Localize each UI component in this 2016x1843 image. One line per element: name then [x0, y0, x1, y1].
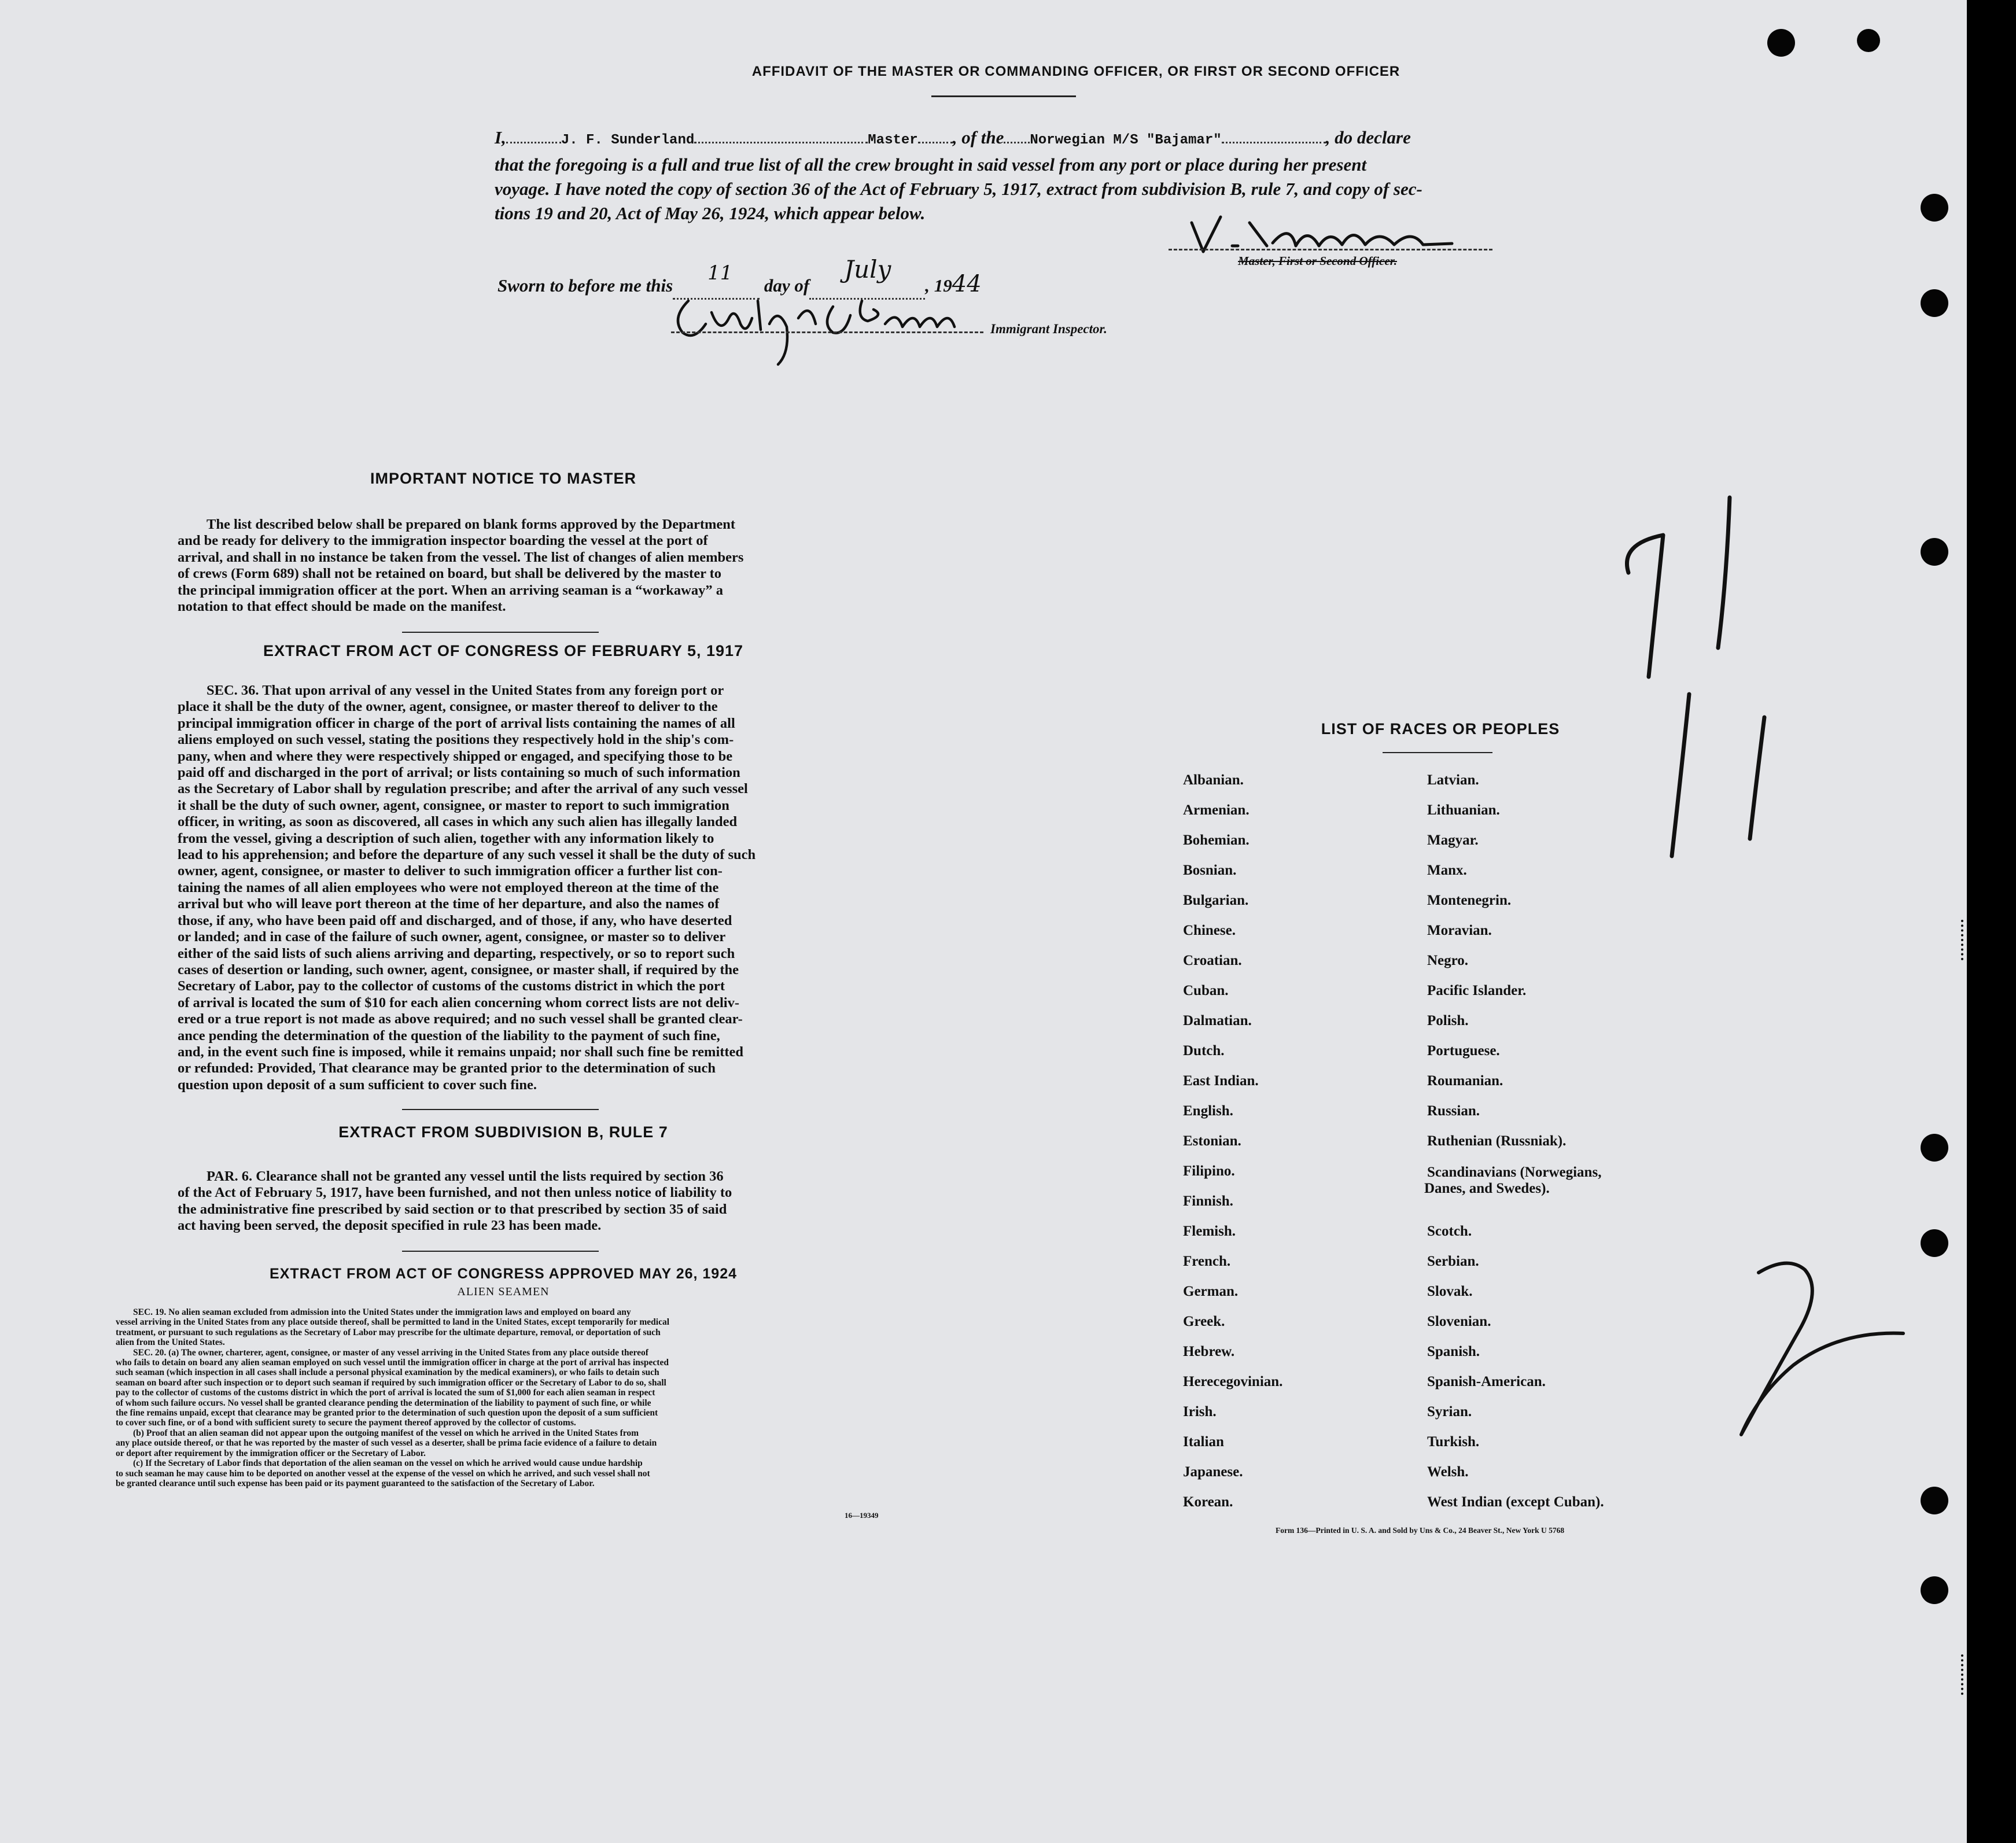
race-item: Bohemian.	[1183, 832, 1250, 848]
act1924-subtitle: ALIEN SEAMEN	[457, 1285, 550, 1298]
race-item: Italian	[1183, 1434, 1224, 1450]
act1917-line: question upon deposit of a sum sufficient to cover such fine.	[178, 1077, 537, 1093]
act1917-line: ance pending the determination of the question of the liability to the payment of such fine,	[178, 1027, 720, 1044]
race-item: Filipino.	[1183, 1163, 1235, 1179]
act1924-text	[116, 1307, 914, 1488]
race-item: French.	[1183, 1254, 1231, 1269]
act1917-line: place it shall be the duty of the owner, agent, consignee, or master thereof to deliver to the	[178, 699, 718, 715]
sworn-label: Sworn to before me this	[497, 275, 673, 296]
declaration-first-line: I, J. F. Sunderland Master , of the Norwegian M/S "Bajamar" , do declare	[495, 127, 1411, 148]
race-item: Dalmatian.	[1183, 1013, 1252, 1029]
race-item: Greek.	[1183, 1314, 1225, 1329]
declaration-line-2: that the foregoing is a full and true list of all the crew brought in said vessel from any port or place during her present	[495, 154, 1367, 175]
act1917-line: principal immigration officer in charge of the port of arrival lists containing the names of all	[178, 715, 735, 731]
section-divider	[402, 1109, 599, 1110]
form-code: 16—19349	[845, 1511, 879, 1520]
race-item: Armenian.	[1183, 802, 1250, 818]
inspector-signature-line	[671, 331, 983, 333]
notice-line: the principal immigration officer at the port. When an arriving seaman is a “workaway” a	[178, 582, 723, 598]
act1924-line: seaman on board after such inspection or to deport such seaman if required by such immigration officer or the Secretary of Labor to do so, shall	[116, 1377, 666, 1388]
margin-speck	[1961, 1654, 1966, 1695]
act1917-line: it shall be the duty of such owner, agent, consignee, or master to report to such immigration	[178, 797, 729, 813]
sworn-month: July	[844, 255, 891, 283]
act1924-line: of whom such failure occurs. No vessel shall be granted clearance pending the determination of the liability to payment of such fine, or while	[116, 1398, 651, 1408]
act1917-line: owner, agent, consignee, or master to deliver to such immigration officer a further list con-	[178, 863, 723, 879]
race-item: Slovak.	[1427, 1284, 1473, 1299]
act1917-line: ered or a true report is not made as above required; and no such vessel shall be granted clear-	[178, 1011, 743, 1027]
notice-title: IMPORTANT NOTICE TO MASTER	[370, 470, 636, 487]
race-item: Estonian.	[1183, 1133, 1241, 1149]
race-item: Dutch.	[1183, 1043, 1225, 1059]
act1917-line: lead to his apprehension; and before the departure of any such vessel it shall be the duty of such	[178, 847, 756, 863]
section-divider	[402, 1251, 599, 1252]
act1917-line: or landed; and in case of the failure of such owner, agent, consignee, or master so to deliver	[178, 929, 726, 945]
race-item: Danes, and Swedes).	[1424, 1181, 1550, 1196]
act1917-line: paid off and discharged in the port of arrival; or lists containing so much of such information	[178, 765, 740, 781]
inspector-signature	[665, 283, 989, 370]
race-item: Turkish.	[1427, 1434, 1480, 1450]
notice-text	[178, 517, 828, 615]
section-divider	[402, 632, 599, 633]
notice-line: arrival, and shall in no instance be taken from the vessel. The list of changes of alien members	[178, 549, 744, 565]
act1924-line: SEC. 20. (a) The owner, charterer, agent, consignee, or master of any vessel arriving in the United States from any place outside thereof	[133, 1347, 648, 1358]
sworn-day: 11	[707, 261, 733, 285]
act1924-line: be granted clearance until such expense has been paid or its payment guaranteed to the satisfaction of the Secretary of Labor.	[116, 1478, 595, 1488]
act1924-line: (c) If the Secretary of Labor finds that deportation of the alien seaman on the vessel on which he arrived would cause undue hardship	[133, 1458, 643, 1469]
punch-hole	[1921, 1229, 1948, 1257]
act1917-line: as the Secretary of Labor shall by regulation prescribe; and after the arrival of any such vessel	[178, 781, 748, 797]
race-item: Lithuanian.	[1427, 802, 1500, 818]
act1924-line: alien from the United States.	[116, 1337, 225, 1348]
race-item: Chinese.	[1183, 923, 1236, 938]
officer-rank: Master	[868, 132, 918, 148]
race-item: English.	[1183, 1103, 1233, 1119]
punch-hole	[1921, 1487, 1948, 1514]
punch-hole	[1921, 1576, 1948, 1604]
act1917-line: taining the names of all alien employees who were not employed thereon at the time of the	[178, 879, 719, 895]
handwritten-number-mark	[1608, 492, 1782, 879]
inspector-caption: Immigrant Inspector.	[990, 322, 1107, 336]
race-item: Serbian.	[1427, 1254, 1479, 1269]
do-declare-label: do declare	[1335, 127, 1411, 148]
race-item: Russian.	[1427, 1103, 1480, 1119]
race-item: Croatian.	[1183, 953, 1242, 968]
race-item: Moravian.	[1427, 923, 1492, 938]
punch-hole	[1921, 538, 1948, 566]
act1924-line: to cover such fine, or of a bond with sufficient surety to secure the payment thereof approved by the collector of customs.	[116, 1418, 576, 1428]
race-item: Montenegrin.	[1427, 893, 1512, 908]
race-item: Spanish.	[1427, 1344, 1480, 1359]
declaration-line-4: tions 19 and 20, Act of May 26, 1924, which appear below.	[495, 203, 926, 223]
act1924-line: (b) Proof that an alien seaman did not appear upon the outgoing manifest of the vessel on which he arrived in the United States from	[133, 1428, 639, 1438]
race-item: Korean.	[1183, 1494, 1233, 1510]
act1917-line: either of the said lists of such aliens arriving and departing, respectively, or so to report such	[178, 945, 735, 961]
race-item: Manx.	[1427, 862, 1467, 878]
race-item: Finnish.	[1183, 1193, 1233, 1209]
race-item: Albanian.	[1183, 772, 1244, 788]
races-title-rule	[1383, 752, 1492, 753]
master-caption: Master, First or Second Officer.	[1238, 254, 1397, 268]
handwritten-2-mark	[1724, 1255, 1909, 1446]
act1924-line: the fine remains unpaid, except that clearance may be granted prior to the determination of such question upon the deposit of a sum sufficient	[116, 1408, 658, 1418]
act1924-title: EXTRACT FROM ACT OF CONGRESS APPROVED MAY 26, 1924	[269, 1266, 738, 1282]
race-item: Magyar.	[1427, 832, 1479, 848]
act1917-line: aliens employed on such vessel, stating the positions they respectively hold in the ship's com-	[178, 732, 734, 748]
act1924-line: SEC. 19. No alien seaman excluded from admission into the United States under the immigration laws and employed on board any	[133, 1307, 631, 1317]
act1917-text	[178, 683, 828, 1093]
vessel-name: Norwegian M/S "Bajamar"	[1030, 132, 1222, 148]
race-item: Bulgarian.	[1183, 893, 1249, 908]
act1924-line: any place outside thereof, or that he was reported by the master of such vessel as a deserter, shall be prima facie evidence of a failure to detain	[116, 1438, 657, 1448]
act1924-line: vessel arriving in the United States from any place outside thereof, shall be permitted to land in the United States, except temporarily for medical	[116, 1317, 670, 1328]
punch-hole	[1767, 29, 1795, 57]
race-item: Slovenian.	[1427, 1314, 1491, 1329]
race-item: Latvian.	[1427, 772, 1479, 788]
race-item: Japanese.	[1183, 1464, 1243, 1480]
act1917-line: Secretary of Labor, pay to the collector of customs of the customs district in which the port	[178, 978, 725, 994]
race-item: Portuguese.	[1427, 1043, 1500, 1059]
rule7-line: the administrative fine prescribed by said section or to that prescribed by section 35 of said	[178, 1201, 727, 1217]
race-item: West Indian (except Cuban).	[1427, 1494, 1604, 1510]
act1917-line: officer, in writing, as soon as discovered, all cases in which any such alien has illegally landed	[178, 814, 738, 830]
act1924-line: such seaman (which inspection in all cases shall include a personal physical examination by the medical examiners), or who fails to detain such	[116, 1367, 659, 1378]
act1924-line: who fails to detain on board any alien seaman employed on such vessel until the immigration officer in charge at the port of arrival has inspected	[116, 1358, 669, 1368]
margin-speck	[1961, 920, 1966, 960]
punch-hole	[1921, 194, 1948, 222]
rule7-line: of the Act of February 5, 1917, have been furnished, and not then unless notice of liability to	[178, 1185, 732, 1201]
race-item: Polish.	[1427, 1013, 1469, 1029]
race-item: Cuban.	[1183, 983, 1229, 998]
notice-line: and be ready for delivery to the immigration inspector boarding the vessel at the port of	[178, 533, 708, 549]
day-of-label: day of	[764, 275, 810, 296]
race-item: Pacific Islander.	[1427, 983, 1527, 998]
rule7-line: act having been served, the deposit specified in rule 23 has been made.	[178, 1218, 602, 1234]
act1917-line: SEC. 36. That upon arrival of any vessel in the United States from any foreign port or	[207, 683, 724, 698]
act1924-line: pay to the collector of customs of the customs district in which the port of arrival is located the sum of $1,000 for each alien seaman in respect	[116, 1388, 655, 1398]
act1917-line: of arrival is located the sum of $10 for each alien concerning whom correct lists are not deliv-	[178, 994, 739, 1011]
race-item: Irish.	[1183, 1404, 1217, 1420]
race-item: Hebrew.	[1183, 1344, 1235, 1359]
notice-line: The list described below shall be prepared on blank forms approved by the Department	[207, 517, 736, 532]
act1917-line: arrival but who will leave port thereon at the time of her departure, and also the names of	[178, 896, 720, 912]
race-item: Welsh.	[1427, 1464, 1469, 1480]
race-item: Negro.	[1427, 953, 1469, 968]
sworn-line: Sworn to before me this 11 day of July , 1944	[497, 272, 982, 300]
race-item: Herecegovinian.	[1183, 1374, 1283, 1389]
of-the-label: of the	[961, 127, 1004, 148]
i-label: I,	[495, 127, 506, 148]
rule7-line: PAR. 6. Clearance shall not be granted any vessel until the lists required by section 36	[207, 1169, 724, 1184]
act1924-line: to such seaman he may cause him to be deported on another vessel at the expense of the vessel on which he arrived, and such vessel shall not	[116, 1468, 650, 1479]
title-rule	[931, 95, 1076, 97]
race-item: German.	[1183, 1284, 1239, 1299]
races-title: LIST OF RACES OR PEOPLES	[1321, 720, 1560, 738]
race-item: Flemish.	[1183, 1223, 1236, 1239]
race-item: East Indian.	[1183, 1073, 1259, 1089]
punch-hole	[1857, 29, 1880, 52]
act1917-title: EXTRACT FROM ACT OF CONGRESS OF FEBRUARY 5, 1917	[263, 642, 744, 659]
printer-imprint: Form 136—Printed in U. S. A. and Sold by Uns & Co., 24 Beaver St., New York U 5768	[1276, 1526, 1565, 1535]
notice-line: of crews (Form 689) shall not be retained on board, but shall be delivered by the master to	[178, 566, 722, 582]
act1924-line: treatment, or pursuant to such regulations as the Secretary of Labor may prescribe for the ultimate departure, removal, or deportation of such	[116, 1327, 661, 1337]
race-item: Scotch.	[1427, 1223, 1472, 1239]
rule7-text	[178, 1169, 828, 1234]
year-prefix: 19	[934, 275, 952, 296]
race-item: Roumanian.	[1427, 1073, 1503, 1089]
declaration-line-3: voyage. I have noted the copy of section 36 of the Act of February 5, 1917, extract from subdivision B, rule 7, and copy of sec-	[495, 179, 1422, 199]
act1917-line: pany, when and where they were respectively shipped or engaged, and specifying those to be	[178, 748, 733, 764]
act1917-line: or refunded: Provided, That clearance may be granted prior to the determination of such	[178, 1060, 716, 1077]
race-item: Scandinavians (Norwegians,	[1427, 1164, 1602, 1180]
punch-hole	[1921, 1134, 1948, 1162]
punch-hole	[1921, 289, 1948, 317]
notice-line: notation to that effect should be made on the manifest.	[178, 599, 506, 615]
race-item: Bosnian.	[1183, 862, 1237, 878]
race-item: Ruthenian (Russniak).	[1427, 1133, 1567, 1149]
act1917-line: cases of desertion or landing, such owner, agent, consignee, or master shall, if required by the	[178, 961, 739, 978]
race-item: Syrian.	[1427, 1404, 1472, 1420]
race-item: Spanish-American.	[1427, 1374, 1546, 1389]
act1924-line: or deport after requirement by the immigration officer or the Secretary of Labor.	[116, 1448, 426, 1458]
act1917-line: and, in the event such fine is imposed, while it remains unpaid; nor shall such fine be remitted	[178, 1044, 744, 1060]
rule7-title: EXTRACT FROM SUBDIVISION B, RULE 7	[338, 1123, 668, 1141]
act1917-line: those, if any, who have been paid off and discharged, and of those, if any, who have deserted	[178, 912, 732, 928]
act1917-line: from the vessel, giving a description of such alien, together with any information likely to	[178, 830, 714, 846]
master-name: J. F. Sunderland	[561, 132, 695, 148]
affidavit-title: AFFIDAVIT OF THE MASTER OR COMMANDING OFFICER, OR FIRST OR SECOND OFFICER	[751, 64, 1400, 79]
